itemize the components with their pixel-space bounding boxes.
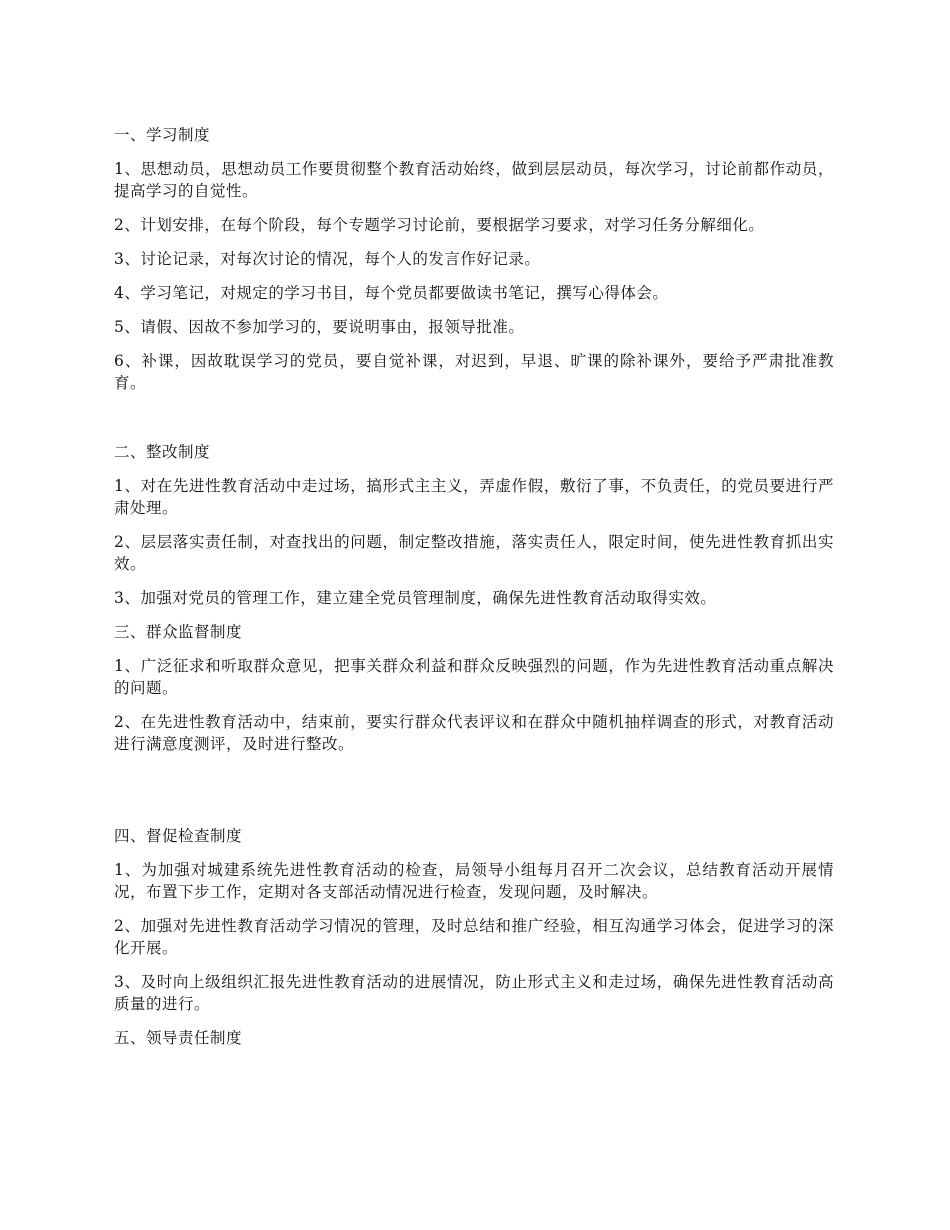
paragraph: 1、对在先进性教育活动中走过场，搞形式主主义，弄虚作假，敷衍了事，不负责任，的党员要进行严肃处理。 [114,477,834,517]
paragraph: 2、加强对先进性教育活动学习情况的管理，及时总结和推广经验，相互沟通学习体会，促进学习的深化开展。 [114,917,834,957]
section-rectification-system [114,441,834,609]
blank-space [114,767,834,825]
section-public-supervision-system [114,621,834,755]
document-page [114,124,834,1061]
paragraph: 1、思想动员，思想动员工作要贯彻整个教育活动始终，做到层层动员，每次学习，讨论前都作动员，提高学习的自觉性。 [114,160,834,200]
paragraph: 1、广泛征求和听取群众意见，把事关群众利益和群众反映强烈的问题，作为先进性教育活动重点解决的问题。 [114,657,834,697]
paragraph: 4、学习笔记，对规定的学习书目，每个党员都要做读书笔记，撰写心得体会。 [114,284,669,302]
paragraph: 3、讨论记录，对每次讨论的情况，每个人的发言作好记录。 [114,250,541,268]
blank-space [114,406,834,441]
paragraph: 1、为加强对城建系统先进性教育活动的检查，局领导小组每月召开二次会议，总结教育活动开展情况，布置下步工作，定期对各支部活动情况进行检查，发现问题，及时解决。 [114,861,834,901]
section-heading: 一、学习制度 [114,126,211,144]
paragraph: 3、加强对党员的管理工作，建立建全党员管理制度，确保先进性教育活动取得实效。 [114,589,717,607]
paragraph: 6、补课，因故耽误学习的党员，要自觉补课，对迟到，早退、旷课的除补课外，要给予严肃批准教育。 [114,352,834,392]
paragraph: 5、请假、因故不参加学习的，要说明事由，报领导批准。 [114,318,525,336]
section-inspection-system [114,825,834,1015]
section-heading: 五、领导责任制度 [114,1029,243,1047]
paragraph: 2、在先进性教育活动中，结束前，要实行群众代表评议和在群众中随机抽样调查的形式，对教育活动进行满意度测评，及时进行整改。 [114,713,834,753]
paragraph: 2、层层落实责任制，对查找出的问题，制定整改措施，落实责任人，限定时间，使先进性教育抓出实效。 [114,533,834,573]
section-study-system [114,124,834,394]
section-leadership-responsibility-system [114,1027,834,1049]
section-heading: 四、督促检查制度 [114,827,243,845]
paragraph: 3、及时向上级组织汇报先进性教育活动的进展情况，防止形式主义和走过场，确保先进性教育活动高质量的进行。 [114,973,834,1013]
paragraph: 2、计划安排，在每个阶段，每个专题学习讨论前，要根据学习要求，对学习任务分解细化。 [114,216,765,234]
section-heading: 三、群众监督制度 [114,623,243,641]
section-heading: 二、整改制度 [114,443,211,461]
